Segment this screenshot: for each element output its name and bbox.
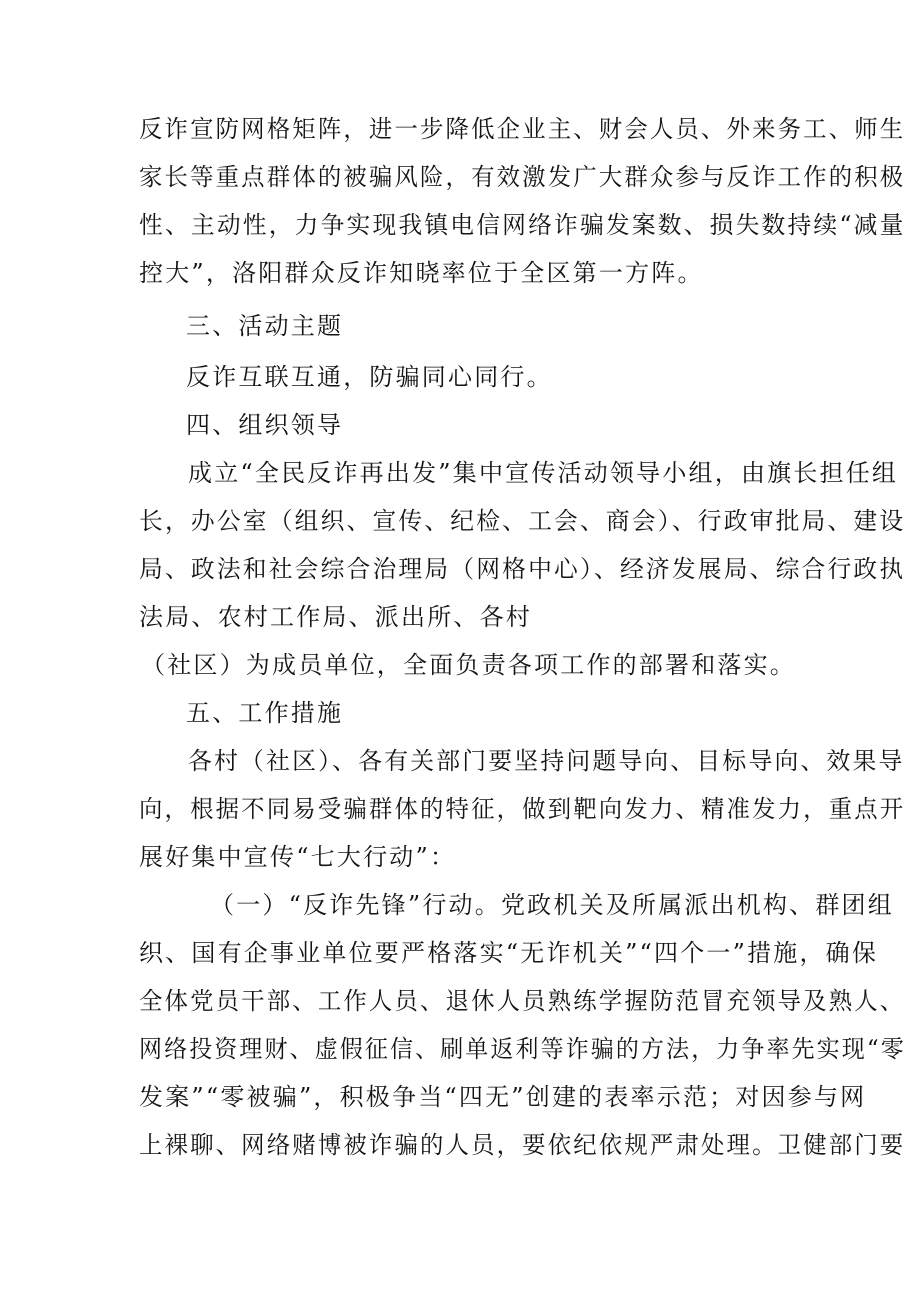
paragraph-line: 展好集中宣传“七大行动”： [139,843,457,871]
paragraph-line: 反诈互联互通，防骗同心同行。 [186,363,553,391]
paragraph-line: 家长等重点群体的被骗风险，有效激发广大群众参与反诈工作的积极 [139,163,906,191]
section-heading: 五、工作措施 [186,699,344,727]
paragraph-line: 法局、农村工作局、派出所、各村 [139,603,532,631]
section-heading: 四、组织领导 [186,411,344,439]
paragraph-line: 性、主动性，力争实现我镇电信网络诈骗发案数、损失数持续“减量 [139,211,906,239]
paragraph-line: 反诈宣防网格矩阵，进一步降低企业主、财会人员、外来务工、师生 [139,115,906,143]
paragraph-line: 全体党员干部、工作人员、退休人员熟练学握防范冒充领导及熟人、 [139,987,906,1015]
paragraph-line: 向，根据不同易受骗群体的特征，做到靶向发力、精准发力，重点开 [139,795,906,823]
paragraph-line: 网络投资理财、虚假征信、刷单返利等诈骗的方法，力争率先实现“零 [139,1035,906,1063]
paragraph-line: 局、政法和社会综合治理局（网格中心）、经济发展局、综合行政执 [139,555,906,583]
paragraph-line: 发案”“零被骗”，积极争当“四无”创建的表率示范；对因参与网 [139,1083,867,1111]
paragraph-line: 织、国有企事业单位要严格落实“无诈机关”“四个一”措施，确保 [139,939,879,967]
section-heading: 三、活动主题 [186,312,344,340]
paragraph-line: （社区）为成员单位，全面负责各项工作的部署和落实。 [141,651,796,679]
paragraph-line: 上裸聊、网络赌博被诈骗的人员，要依纪依规严肃处理。卫健部门要 [139,1131,906,1159]
paragraph-line: （一）“反诈先锋”行动。党政机关及所属派出机构、群团组 [210,891,894,919]
paragraph-line: 长，办公室（组织、宣传、纪检、工会、商会）、行政审批局、建设 [139,507,906,535]
paragraph-line: 成立“全民反诈再出发”集中宣传活动领导小组，由旗长担任组 [188,459,899,487]
paragraph-line: 各村（社区）、各有关部门要坚持问题导向、目标导向、效果导 [188,747,905,775]
paragraph-line: 控大”，洛阳群众反诈知晓率位于全区第一方阵。 [139,259,704,287]
